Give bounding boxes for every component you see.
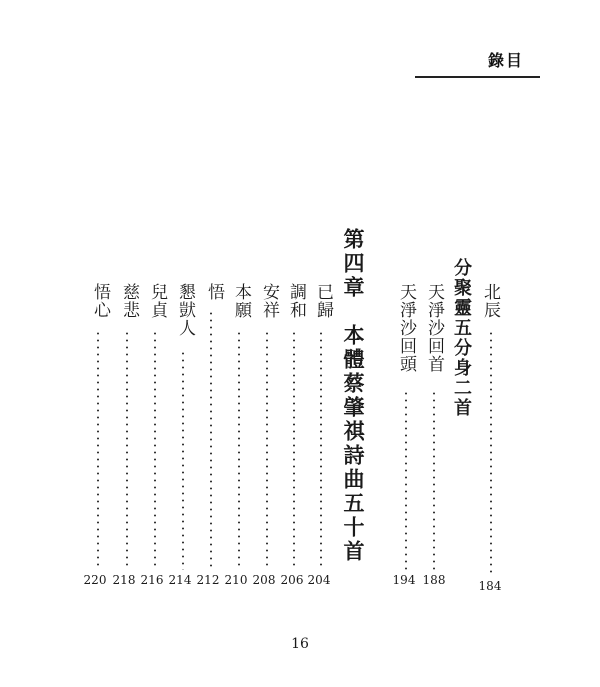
header-rule — [415, 76, 540, 78]
toc-page-number: 206 — [280, 573, 304, 587]
toc-entry-title: 調和 — [286, 283, 306, 319]
toc-entry-title: 天淨沙回頭 — [396, 283, 416, 373]
dot-leader — [293, 330, 295, 570]
page-folio-number: 16 — [291, 636, 309, 652]
toc-page-number: 208 — [252, 573, 276, 587]
toc-entry-title: 慈悲 — [119, 283, 139, 319]
toc-entry-title: 本願 — [231, 283, 251, 319]
toc-page-number: 188 — [422, 573, 446, 587]
toc-entry-title: 兒貞 — [147, 283, 167, 319]
toc-entry-title: 懇獃人 — [175, 283, 195, 337]
toc-page-number: 214 — [168, 573, 192, 587]
dot-leader — [182, 350, 184, 570]
toc-entry-title: 北辰 — [480, 283, 500, 319]
toc-entry-title: 悟 — [204, 283, 224, 301]
toc-page-number: 194 — [392, 573, 416, 587]
toc-entry-title: 安祥 — [259, 283, 279, 319]
toc-page-number: 184 — [478, 579, 502, 593]
dot-leader — [238, 330, 240, 570]
chapter-heading: 第四章 本體蔡肇祺詩曲五十首 — [341, 228, 365, 564]
dot-leader — [490, 330, 492, 576]
section-heading: 分聚靈五分身二首 — [451, 258, 472, 418]
toc-page-number: 212 — [196, 573, 220, 587]
dot-leader — [97, 330, 99, 570]
dot-leader — [266, 330, 268, 570]
dot-leader — [154, 330, 156, 570]
toc-entry-title: 已歸 — [313, 283, 333, 319]
dot-leader — [433, 390, 435, 570]
dot-leader — [126, 330, 128, 570]
dot-leader — [210, 310, 212, 570]
toc-page-number: 218 — [112, 573, 136, 587]
toc-entry-title: 天淨沙回首 — [424, 283, 444, 373]
dot-leader — [320, 330, 322, 570]
toc-page-number: 220 — [83, 573, 107, 587]
page-header-title: 錄目 — [487, 51, 524, 70]
toc-page-number: 210 — [224, 573, 248, 587]
dot-leader — [405, 390, 407, 570]
toc-page-number: 216 — [140, 573, 164, 587]
toc-page-number: 204 — [307, 573, 331, 587]
toc-entry-title: 悟心 — [90, 283, 110, 319]
